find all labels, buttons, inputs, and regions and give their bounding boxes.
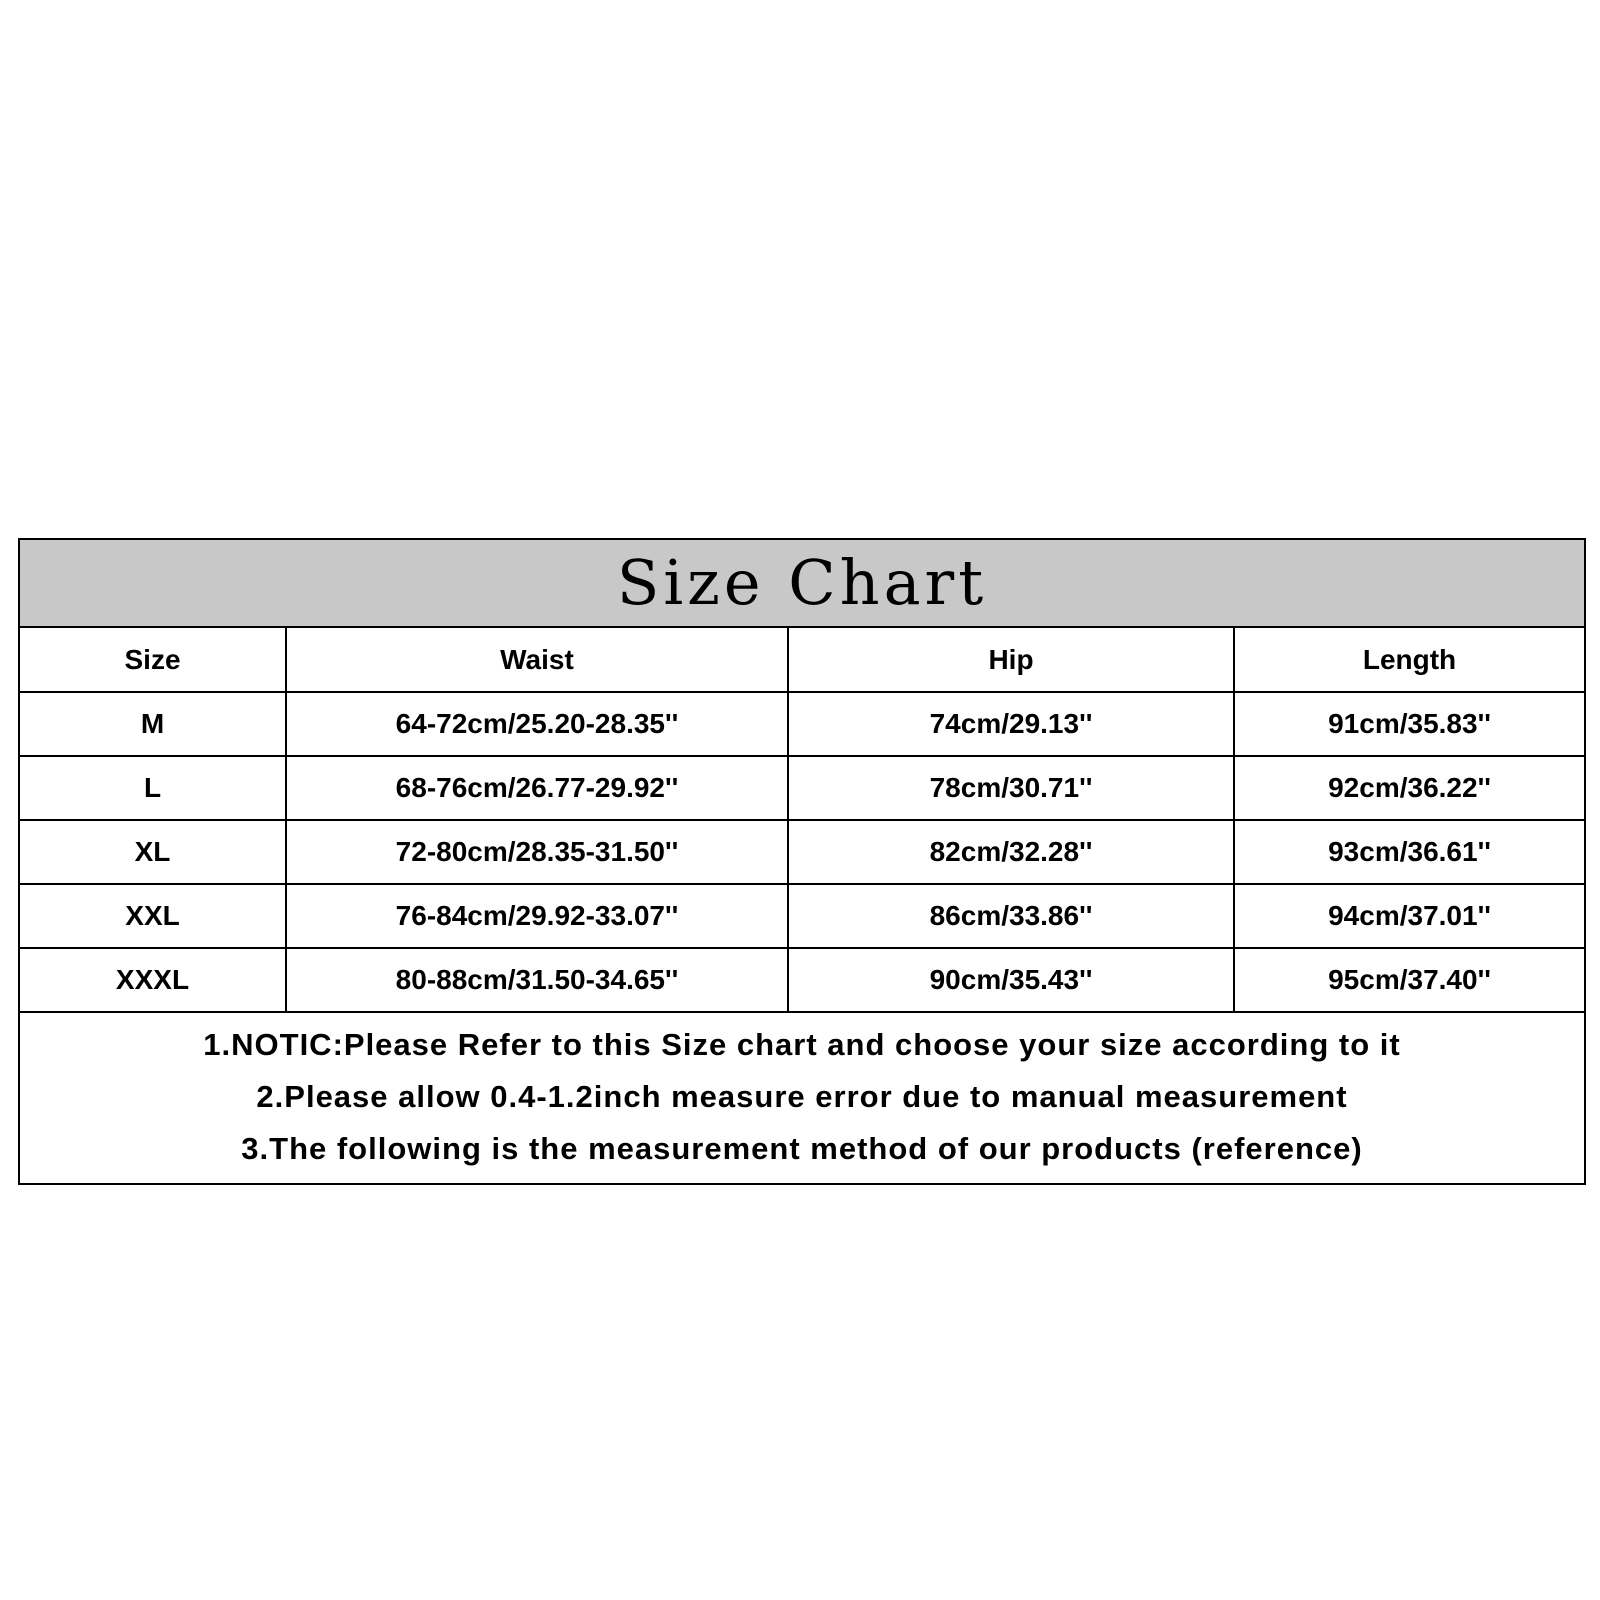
cell-length: 94cm/37.01'' [1234,884,1584,948]
table-row [20,692,1584,756]
header-waist: Waist [286,628,788,692]
cell-waist: 76-84cm/29.92-33.07'' [286,884,788,948]
note-1: 1.NOTIC:Please Refer to this Size chart and choose your size according to it [203,1027,1401,1062]
cell-length: 95cm/37.40'' [1234,948,1584,1012]
header-length: Length [1234,628,1584,692]
size-chart [18,538,1586,1185]
cell-size: XXXL [20,948,286,1012]
header-size: Size [20,628,286,692]
cell-hip: 82cm/32.28'' [788,820,1234,884]
cell-hip: 86cm/33.86'' [788,884,1234,948]
cell-waist: 80-88cm/31.50-34.65'' [286,948,788,1012]
table-row [20,820,1584,884]
table-row [20,948,1584,1012]
cell-waist: 64-72cm/25.20-28.35'' [286,692,788,756]
cell-length: 93cm/36.61'' [1234,820,1584,884]
cell-length: 91cm/35.83'' [1234,692,1584,756]
header-row [20,628,1584,692]
table-row [20,756,1584,820]
cell-size: XL [20,820,286,884]
cell-hip: 74cm/29.13'' [788,692,1234,756]
note-3: 3.The following is the measurement method of our products (reference) [241,1131,1363,1166]
chart-title-bar [20,540,1584,628]
cell-size: L [20,756,286,820]
table-row [20,884,1584,948]
header-hip: Hip [788,628,1234,692]
size-table [20,628,1584,1013]
cell-waist: 72-80cm/28.35-31.50'' [286,820,788,884]
cell-hip: 78cm/30.71'' [788,756,1234,820]
cell-hip: 90cm/35.43'' [788,948,1234,1012]
cell-length: 92cm/36.22'' [1234,756,1584,820]
cell-size: M [20,692,286,756]
chart-title: Size Chart [616,546,988,619]
note-2: 2.Please allow 0.4-1.2inch measure error due to manual measurement [256,1079,1348,1114]
cell-size: XXL [20,884,286,948]
notes-section [20,1013,1584,1175]
cell-waist: 68-76cm/26.77-29.92'' [286,756,788,820]
